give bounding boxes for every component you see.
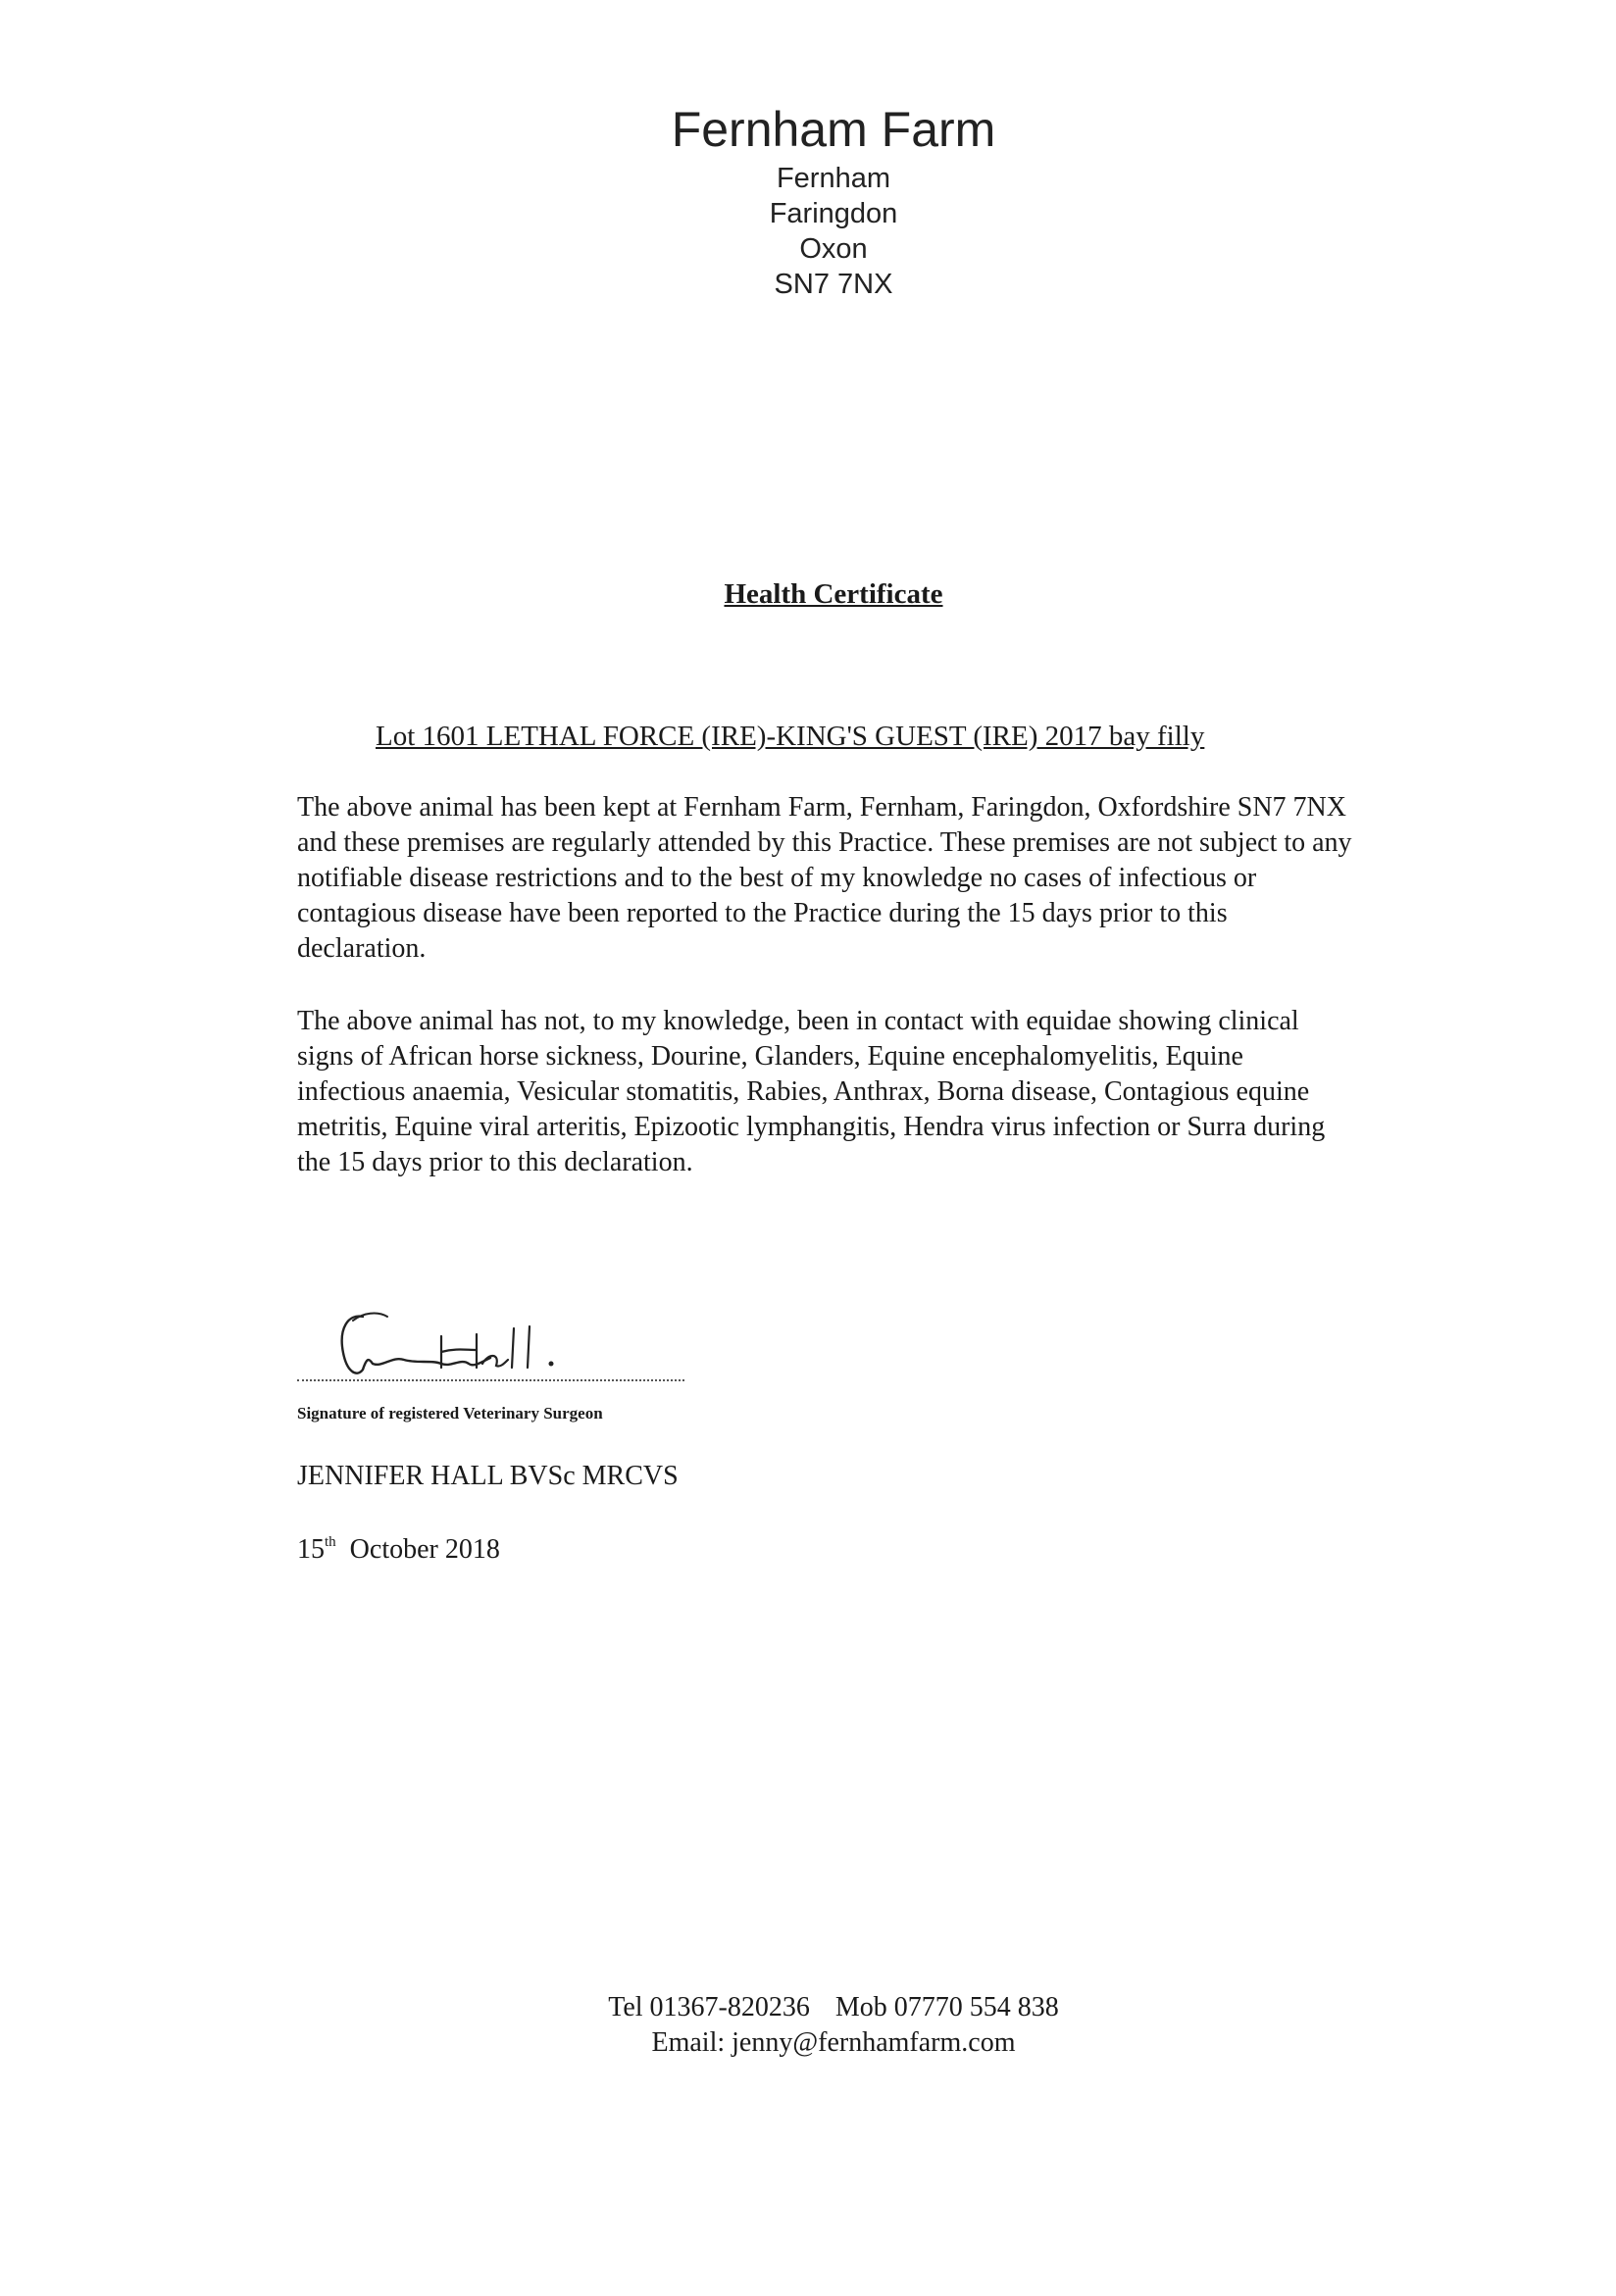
lot-description: Lot 1601 LETHAL FORCE (IRE)-KING'S GUEST (IRE) 2017 bay filly: [376, 721, 1205, 752]
declaration-date: [297, 1534, 500, 1566]
mobile: Mob 07770 554 838: [834, 1992, 1059, 2022]
date-month-year: October 2018: [349, 1534, 500, 1565]
signature-caption: Signature of registered Veterinary Surgeon: [297, 1404, 603, 1423]
contact-footer: [0, 1990, 1616, 2061]
telephone: Tel 01367-820236: [608, 1992, 810, 2022]
address-line-town: Faringdon: [769, 198, 898, 229]
date-day-suffix: th: [325, 1534, 336, 1550]
premises-declaration-paragraph: The above animal has been kept at Fernham Farm, Fernham, Faringdon, Oxfordshire SN7 7NX and these premises are regularly attended by this Practice. These premises are not subject to any notifiable disease restrictions and to the best of my knowledge no cases of infectious or contagious disease have been reported to the Practice during the 15 days prior to this declaration.: [297, 792, 1352, 964]
letterhead: [0, 98, 1616, 302]
address-line-postcode: SN7 7NX: [774, 269, 893, 300]
farm-name: Fernham Farm: [671, 102, 996, 157]
document-title: Health Certificate: [724, 578, 943, 610]
contact-phone-line: [0, 1990, 1616, 2025]
contact-email: Email: jenny@fernhamfarm.com: [651, 2027, 1016, 2058]
date-day: 15: [297, 1534, 325, 1565]
signature-line: [297, 1379, 684, 1381]
signatory-name: JENNIFER HALL BVSc MRCVS: [297, 1461, 679, 1491]
contact-declaration-paragraph: The above animal has not, to my knowledge, been in contact with equidae showing clinical signs of African horse sickness, Dourine, Glanders, Equine encephalomyelitis, Equine infectious anaemia, Vesicular stomatitis, Rabies, Anthrax, Borna disease, Contagious equine metritis, Equine viral arteritis, Epizootic lymphangitis, Hendra virus infection or Surra during the 15 days prior to this declaration.: [297, 1006, 1326, 1177]
address-line-county: Oxon: [799, 233, 868, 265]
handwritten-signature: [294, 1299, 686, 1387]
address-line-village: Fernham: [776, 163, 891, 194]
